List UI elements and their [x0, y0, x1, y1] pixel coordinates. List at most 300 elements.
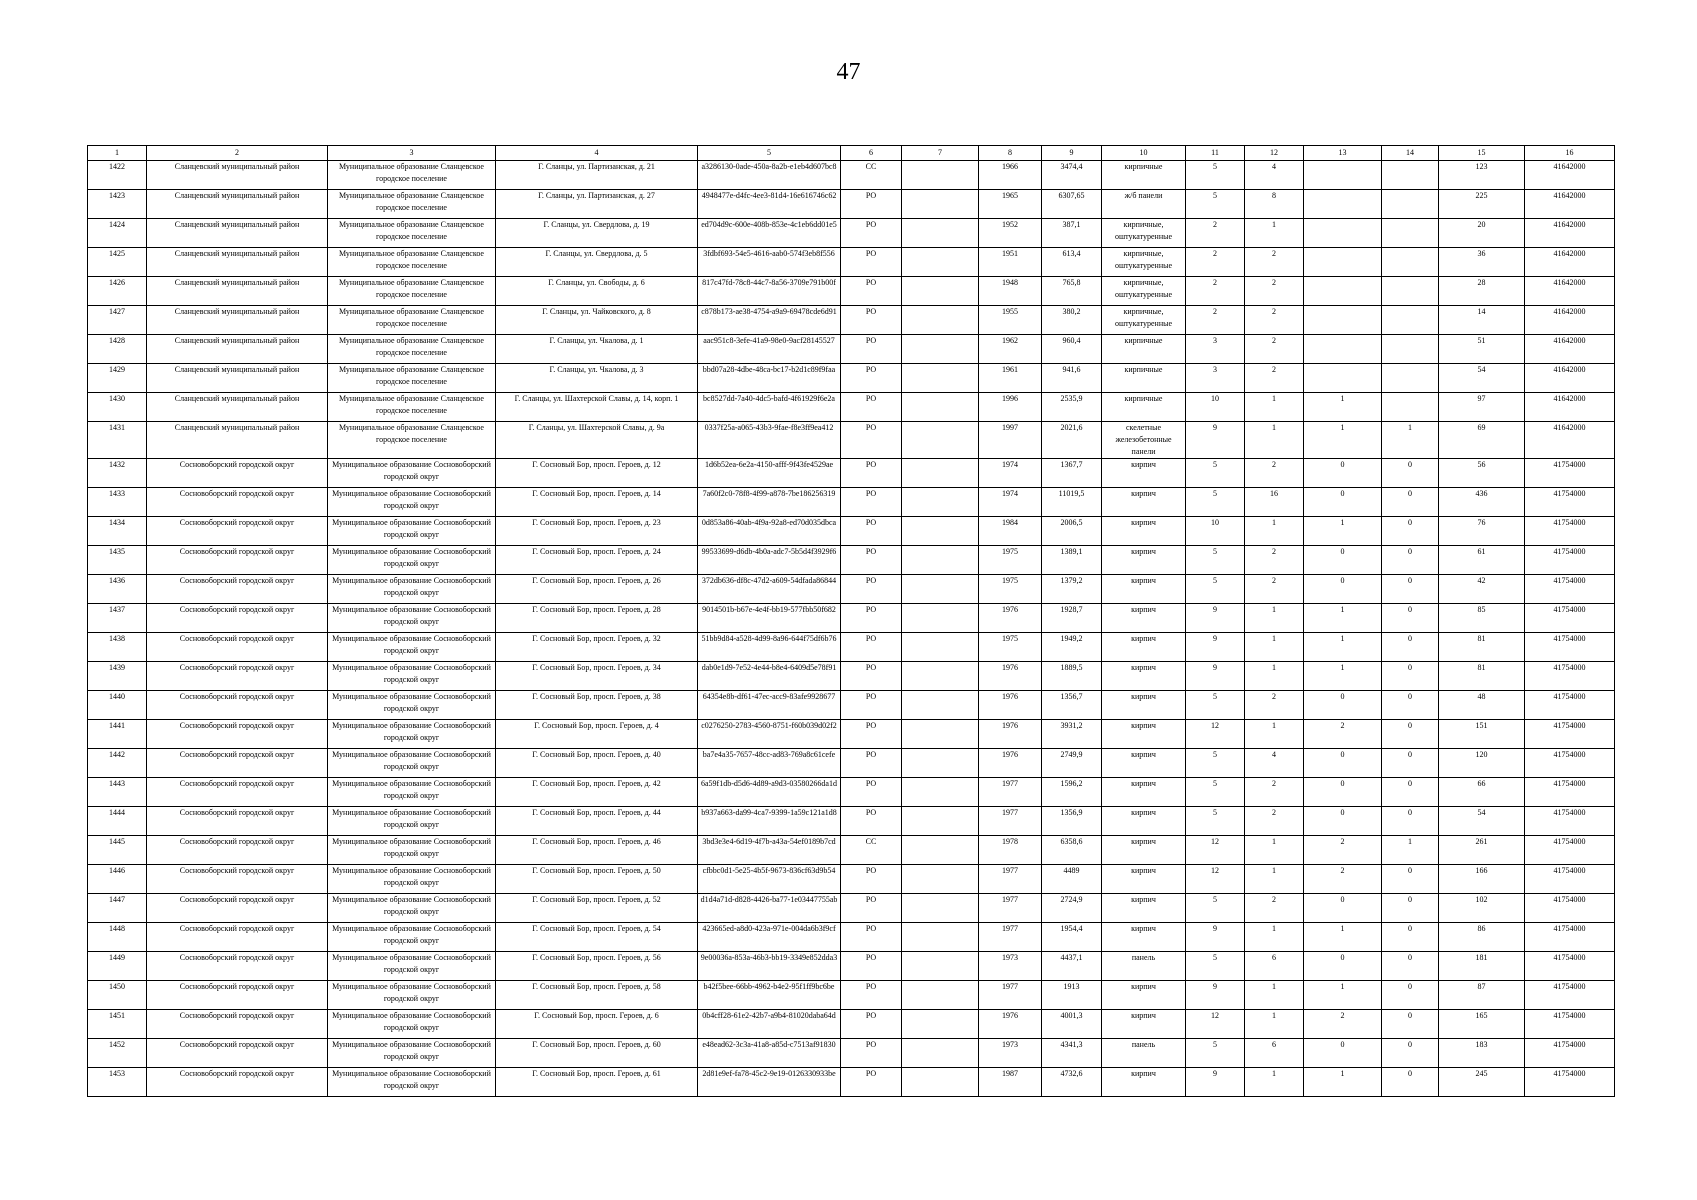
table-cell-col-4: Г. Сосновый Бор, просп. Героев, д. 28 [496, 604, 698, 633]
table-cell-col-7 [902, 633, 979, 662]
table-cell-col-8: 1976 [979, 749, 1042, 778]
table-cell-col-1: 1446 [88, 865, 147, 894]
table-cell-col-8: 1975 [979, 546, 1042, 575]
table-cell-col-15: 85 [1439, 604, 1525, 633]
table-cell-col-2: Сланцевский муниципальный район [147, 248, 328, 277]
table-cell-col-15: 81 [1439, 633, 1525, 662]
table-cell-col-11: 2 [1186, 277, 1245, 306]
table-cell-col-14: 0 [1382, 952, 1439, 981]
table-cell-col-10: кирпич [1102, 633, 1186, 662]
table-cell-col-5: 0d853a86-40ab-4f9a-92a8-ed70d035dbca [698, 517, 841, 546]
table-row [88, 161, 1615, 190]
table-cell-col-8: 1966 [979, 161, 1042, 190]
table-cell-col-2: Сосновоборский городской округ [147, 604, 328, 633]
table-cell-col-15: 76 [1439, 517, 1525, 546]
table-cell-col-15: 36 [1439, 248, 1525, 277]
table-cell-col-16: 41754000 [1525, 546, 1615, 575]
table-cell-col-6: РО [841, 488, 902, 517]
table-cell-col-5: 9014501b-b67e-4e4f-bb19-577fbb50f682 [698, 604, 841, 633]
table-cell-col-3: Муниципальное образование Сланцевское городское поселение [328, 335, 496, 364]
table-cell-col-12: 2 [1245, 778, 1304, 807]
table-cell-col-3: Муниципальное образование Сосновоборский городской округ [328, 1039, 496, 1068]
table-cell-col-10: кирпич [1102, 778, 1186, 807]
table-cell-col-11: 5 [1186, 749, 1245, 778]
column-number-9: 9 [1042, 146, 1102, 161]
table-cell-col-10: кирпич [1102, 720, 1186, 749]
table-cell-col-6: РО [841, 894, 902, 923]
table-cell-col-1: 1425 [88, 248, 147, 277]
table-cell-col-4: Г. Сосновый Бор, просп. Героев, д. 50 [496, 865, 698, 894]
table-cell-col-7 [902, 190, 979, 219]
table-cell-col-5: c0276250-2783-4560-8751-f60b039d02f2 [698, 720, 841, 749]
table-cell-col-11: 3 [1186, 364, 1245, 393]
table-cell-col-3: Муниципальное образование Сосновоборский городской округ [328, 952, 496, 981]
table-cell-col-2: Сосновоборский городской округ [147, 778, 328, 807]
table-cell-col-1: 1445 [88, 836, 147, 865]
table-cell-col-2: Сосновоборский городской округ [147, 662, 328, 691]
table-row [88, 720, 1615, 749]
table-cell-col-6: РО [841, 1068, 902, 1097]
table-cell-col-14: 0 [1382, 1068, 1439, 1097]
table-cell-col-14: 0 [1382, 604, 1439, 633]
table-cell-col-2: Сланцевский муниципальный район [147, 335, 328, 364]
table-cell-col-12: 2 [1245, 894, 1304, 923]
table-cell-col-9: 1928,7 [1042, 604, 1102, 633]
table-cell-col-16: 41754000 [1525, 836, 1615, 865]
table-cell-col-11: 9 [1186, 1068, 1245, 1097]
table-cell-col-12: 1 [1245, 865, 1304, 894]
table-cell-col-3: Муниципальное образование Сосновоборский городской округ [328, 517, 496, 546]
table-row [88, 807, 1615, 836]
table-cell-col-9: 1596,2 [1042, 778, 1102, 807]
table-cell-col-5: ed704d9c-600e-408b-853e-4c1eb6dd01e5 [698, 219, 841, 248]
table-cell-col-16: 41642000 [1525, 190, 1615, 219]
table-cell-col-16: 41642000 [1525, 248, 1615, 277]
table-cell-col-16: 41642000 [1525, 422, 1615, 459]
table-cell-col-11: 12 [1186, 720, 1245, 749]
column-number-12: 12 [1245, 146, 1304, 161]
table-cell-col-8: 1975 [979, 575, 1042, 604]
table-cell-col-2: Сланцевский муниципальный район [147, 364, 328, 393]
table-row [88, 219, 1615, 248]
table-cell-col-5: aac951c8-3efe-41a9-98e0-9acf28145527 [698, 335, 841, 364]
table-cell-col-2: Сосновоборский городской округ [147, 546, 328, 575]
table-cell-col-11: 5 [1186, 807, 1245, 836]
table-cell-col-16: 41754000 [1525, 633, 1615, 662]
table-cell-col-12: 4 [1245, 161, 1304, 190]
table-cell-col-11: 5 [1186, 546, 1245, 575]
table-cell-col-3: Муниципальное образование Сосновоборский городской округ [328, 633, 496, 662]
table-cell-col-11: 5 [1186, 952, 1245, 981]
table-cell-col-11: 5 [1186, 1039, 1245, 1068]
table-cell-col-12: 1 [1245, 1068, 1304, 1097]
table-cell-col-7 [902, 923, 979, 952]
table-cell-col-7 [902, 488, 979, 517]
table-row [88, 1039, 1615, 1068]
table-cell-col-11: 12 [1186, 865, 1245, 894]
table-cell-col-13: 0 [1304, 691, 1382, 720]
table-row [88, 749, 1615, 778]
table-cell-col-15: 66 [1439, 778, 1525, 807]
table-cell-col-13 [1304, 190, 1382, 219]
column-number-7: 7 [902, 146, 979, 161]
table-cell-col-9: 4732,6 [1042, 1068, 1102, 1097]
column-number-14: 14 [1382, 146, 1439, 161]
table-cell-col-1: 1452 [88, 1039, 147, 1068]
table-cell-col-11: 3 [1186, 335, 1245, 364]
table-cell-col-6: РО [841, 575, 902, 604]
table-cell-col-1: 1422 [88, 161, 147, 190]
table-cell-col-1: 1450 [88, 981, 147, 1010]
table-row [88, 952, 1615, 981]
table-cell-col-9: 2724,9 [1042, 894, 1102, 923]
table-cell-col-7 [902, 691, 979, 720]
table-cell-col-15: 225 [1439, 190, 1525, 219]
table-cell-col-10: ж/б панели [1102, 190, 1186, 219]
table-cell-col-5: 0b4cff28-61e2-42b7-a9b4-81020daba64d [698, 1010, 841, 1039]
table-cell-col-7 [902, 807, 979, 836]
table-cell-col-11: 5 [1186, 691, 1245, 720]
table-cell-col-12: 2 [1245, 364, 1304, 393]
table-cell-col-1: 1438 [88, 633, 147, 662]
table-cell-col-1: 1441 [88, 720, 147, 749]
table-cell-col-14: 0 [1382, 1039, 1439, 1068]
table-cell-col-1: 1433 [88, 488, 147, 517]
table-cell-col-12: 1 [1245, 393, 1304, 422]
table-cell-col-12: 1 [1245, 1010, 1304, 1039]
table-cell-col-13: 0 [1304, 488, 1382, 517]
table-cell-col-6: РО [841, 691, 902, 720]
column-number-11: 11 [1186, 146, 1245, 161]
table-cell-col-12: 16 [1245, 488, 1304, 517]
table-cell-col-6: РО [841, 422, 902, 459]
table-row [88, 306, 1615, 335]
table-cell-col-3: Муниципальное образование Сланцевское городское поселение [328, 393, 496, 422]
table-row [88, 488, 1615, 517]
table-cell-col-9: 2006,5 [1042, 517, 1102, 546]
table-cell-col-3: Муниципальное образование Сосновоборский городской округ [328, 981, 496, 1010]
table-cell-col-9: 4437,1 [1042, 952, 1102, 981]
table-row [88, 865, 1615, 894]
table-cell-col-2: Сосновоборский городской округ [147, 488, 328, 517]
table-cell-col-13: 1 [1304, 981, 1382, 1010]
table-row [88, 393, 1615, 422]
table-cell-col-4: Г. Сланцы, ул. Свердлова, д. 19 [496, 219, 698, 248]
table-cell-col-4: Г. Сосновый Бор, просп. Героев, д. 26 [496, 575, 698, 604]
table-cell-col-14 [1382, 393, 1439, 422]
table-cell-col-13: 0 [1304, 546, 1382, 575]
table-cell-col-12: 2 [1245, 248, 1304, 277]
table-cell-col-3: Муниципальное образование Сланцевское городское поселение [328, 161, 496, 190]
table-cell-col-12: 1 [1245, 633, 1304, 662]
table-cell-col-15: 86 [1439, 923, 1525, 952]
table-cell-col-16: 41754000 [1525, 517, 1615, 546]
table-cell-col-15: 81 [1439, 662, 1525, 691]
table-cell-col-1: 1437 [88, 604, 147, 633]
table-cell-col-10: кирпичные [1102, 364, 1186, 393]
table-cell-col-6: РО [841, 981, 902, 1010]
table-cell-col-15: 245 [1439, 1068, 1525, 1097]
table-cell-col-15: 123 [1439, 161, 1525, 190]
table-cell-col-10: кирпичные, оштукатуренные [1102, 248, 1186, 277]
table-cell-col-16: 41642000 [1525, 364, 1615, 393]
table-cell-col-15: 181 [1439, 952, 1525, 981]
table-cell-col-1: 1451 [88, 1010, 147, 1039]
table-cell-col-13: 1 [1304, 633, 1382, 662]
column-number-2: 2 [147, 146, 328, 161]
table-cell-col-2: Сосновоборский городской округ [147, 923, 328, 952]
table-cell-col-16: 41754000 [1525, 923, 1615, 952]
column-number-5: 5 [698, 146, 841, 161]
table-cell-col-14: 0 [1382, 981, 1439, 1010]
table-cell-col-4: Г. Сосновый Бор, просп. Героев, д. 4 [496, 720, 698, 749]
table-row [88, 981, 1615, 1010]
table-cell-col-10: кирпичные [1102, 393, 1186, 422]
table-cell-col-8: 1955 [979, 306, 1042, 335]
table-cell-col-14: 1 [1382, 836, 1439, 865]
table-cell-col-12: 1 [1245, 517, 1304, 546]
table-cell-col-15: 20 [1439, 219, 1525, 248]
table-cell-col-9: 2749,9 [1042, 749, 1102, 778]
table-cell-col-15: 54 [1439, 807, 1525, 836]
table-cell-col-3: Муниципальное образование Сланцевское городское поселение [328, 422, 496, 459]
table-cell-col-16: 41754000 [1525, 720, 1615, 749]
table-cell-col-15: 102 [1439, 894, 1525, 923]
table-cell-col-8: 1977 [979, 807, 1042, 836]
table-cell-col-14: 0 [1382, 894, 1439, 923]
table-cell-col-2: Сланцевский муниципальный район [147, 393, 328, 422]
table-cell-col-12: 4 [1245, 749, 1304, 778]
table-cell-col-10: панель [1102, 1039, 1186, 1068]
table-cell-col-13: 2 [1304, 865, 1382, 894]
table-cell-col-7 [902, 335, 979, 364]
table-cell-col-10: кирпич [1102, 546, 1186, 575]
table-cell-col-12: 1 [1245, 981, 1304, 1010]
column-number-15: 15 [1439, 146, 1525, 161]
table-cell-col-10: кирпич [1102, 749, 1186, 778]
table-cell-col-16: 41642000 [1525, 393, 1615, 422]
table-cell-col-4: Г. Сосновый Бор, просп. Героев, д. 56 [496, 952, 698, 981]
table-cell-col-6: СС [841, 836, 902, 865]
table-cell-col-12: 2 [1245, 575, 1304, 604]
housing-registry-table [87, 145, 1615, 1097]
table-cell-col-13: 0 [1304, 894, 1382, 923]
table-cell-col-12: 2 [1245, 277, 1304, 306]
table-cell-col-3: Муниципальное образование Сосновоборский городской округ [328, 662, 496, 691]
table-cell-col-9: 3931,2 [1042, 720, 1102, 749]
table-cell-col-3: Муниципальное образование Сланцевское городское поселение [328, 306, 496, 335]
table-cell-col-6: РО [841, 1010, 902, 1039]
table-cell-col-13: 0 [1304, 459, 1382, 488]
table-cell-col-4: Г. Сосновый Бор, просп. Героев, д. 52 [496, 894, 698, 923]
table-cell-col-7 [902, 749, 979, 778]
table-cell-col-16: 41754000 [1525, 981, 1615, 1010]
table-cell-col-7 [902, 1039, 979, 1068]
table-cell-col-9: 3474,4 [1042, 161, 1102, 190]
table-cell-col-6: РО [841, 807, 902, 836]
table-cell-col-10: кирпич [1102, 1010, 1186, 1039]
table-cell-col-8: 1974 [979, 488, 1042, 517]
table-cell-col-10: кирпич [1102, 575, 1186, 604]
table-cell-col-5: 4948477e-d4fc-4ee3-81d4-16e616746c62 [698, 190, 841, 219]
table-cell-col-10: кирпич [1102, 807, 1186, 836]
table-cell-col-16: 41642000 [1525, 306, 1615, 335]
table-cell-col-16: 41754000 [1525, 459, 1615, 488]
table-cell-col-16: 41754000 [1525, 604, 1615, 633]
table-cell-col-11: 10 [1186, 393, 1245, 422]
table-cell-col-13 [1304, 277, 1382, 306]
table-cell-col-6: РО [841, 1039, 902, 1068]
column-number-row [88, 146, 1615, 161]
table-cell-col-8: 1978 [979, 836, 1042, 865]
table-cell-col-8: 1976 [979, 720, 1042, 749]
table-cell-col-8: 1973 [979, 952, 1042, 981]
table-cell-col-2: Сосновоборский городской округ [147, 981, 328, 1010]
table-cell-col-3: Муниципальное образование Сосновоборский городской округ [328, 894, 496, 923]
table-cell-col-1: 1427 [88, 306, 147, 335]
table-cell-col-2: Сосновоборский городской округ [147, 1010, 328, 1039]
table-cell-col-11: 9 [1186, 422, 1245, 459]
table-cell-col-1: 1448 [88, 923, 147, 952]
column-number-16: 16 [1525, 146, 1615, 161]
table-cell-col-11: 5 [1186, 459, 1245, 488]
table-cell-col-9: 380,2 [1042, 306, 1102, 335]
table-cell-col-2: Сосновоборский городской округ [147, 836, 328, 865]
table-cell-col-11: 10 [1186, 517, 1245, 546]
table-cell-col-11: 2 [1186, 219, 1245, 248]
table-cell-col-10: кирпич [1102, 836, 1186, 865]
column-number-10: 10 [1102, 146, 1186, 161]
table-cell-col-8: 1977 [979, 923, 1042, 952]
table-cell-col-9: 1379,2 [1042, 575, 1102, 604]
table-cell-col-7 [902, 364, 979, 393]
table-cell-col-16: 41754000 [1525, 488, 1615, 517]
table-cell-col-10: кирпичные, оштукатуренные [1102, 306, 1186, 335]
page-number: 47 [836, 59, 861, 85]
table-cell-col-12: 1 [1245, 923, 1304, 952]
table-cell-col-16: 41754000 [1525, 749, 1615, 778]
table-cell-col-7 [902, 894, 979, 923]
table-cell-col-16: 41754000 [1525, 865, 1615, 894]
table-cell-col-12: 8 [1245, 190, 1304, 219]
table-cell-col-14: 0 [1382, 720, 1439, 749]
table-cell-col-5: ba7e4a35-7657-48cc-ad83-769a8c61cefe [698, 749, 841, 778]
table-cell-col-15: 165 [1439, 1010, 1525, 1039]
table-cell-col-4: Г. Сосновый Бор, просп. Героев, д. 46 [496, 836, 698, 865]
table-cell-col-10: кирпич [1102, 981, 1186, 1010]
table-cell-col-3: Муниципальное образование Сланцевское городское поселение [328, 219, 496, 248]
table-row [88, 422, 1615, 459]
table-row [88, 836, 1615, 865]
table-cell-col-9: 941,6 [1042, 364, 1102, 393]
table-cell-col-9: 6307,65 [1042, 190, 1102, 219]
table-cell-col-6: РО [841, 277, 902, 306]
table-cell-col-10: кирпичные [1102, 335, 1186, 364]
table-cell-col-2: Сланцевский муниципальный район [147, 306, 328, 335]
table-cell-col-10: скелетные железобетонные панели [1102, 422, 1186, 459]
table-cell-col-6: РО [841, 720, 902, 749]
table-cell-col-15: 56 [1439, 459, 1525, 488]
table-cell-col-4: Г. Сланцы, ул. Шахтерской Славы, д. 9а [496, 422, 698, 459]
table-cell-col-8: 1997 [979, 422, 1042, 459]
column-number-3: 3 [328, 146, 496, 161]
table-cell-col-8: 1952 [979, 219, 1042, 248]
column-number-4: 4 [496, 146, 698, 161]
table-cell-col-5: 372db636-df8c-47d2-a609-54dfada86844 [698, 575, 841, 604]
table-cell-col-2: Сосновоборский городской округ [147, 1039, 328, 1068]
table-cell-col-5: bbd07a28-4dbe-48ca-bc17-b2d1c89f9faa [698, 364, 841, 393]
table-cell-col-8: 1948 [979, 277, 1042, 306]
table-cell-col-12: 2 [1245, 335, 1304, 364]
table-cell-col-12: 1 [1245, 604, 1304, 633]
table-cell-col-16: 41754000 [1525, 807, 1615, 836]
table-cell-col-3: Муниципальное образование Сосновоборский городской округ [328, 865, 496, 894]
table-cell-col-12: 1 [1245, 720, 1304, 749]
table-cell-col-4: Г. Сосновый Бор, просп. Героев, д. 24 [496, 546, 698, 575]
column-number-6: 6 [841, 146, 902, 161]
table-cell-col-4: Г. Сланцы, ул. Шахтерской Славы, д. 14, корп. 1 [496, 393, 698, 422]
table-cell-col-6: РО [841, 749, 902, 778]
table-cell-col-14: 0 [1382, 488, 1439, 517]
table-cell-col-14: 0 [1382, 1010, 1439, 1039]
table-cell-col-7 [902, 720, 979, 749]
table-cell-col-8: 1976 [979, 1010, 1042, 1039]
table-cell-col-7 [902, 865, 979, 894]
table-cell-col-1: 1429 [88, 364, 147, 393]
table-cell-col-1: 1424 [88, 219, 147, 248]
table-cell-col-2: Сосновоборский городской округ [147, 575, 328, 604]
table-cell-col-16: 41754000 [1525, 1010, 1615, 1039]
table-cell-col-1: 1444 [88, 807, 147, 836]
table-cell-col-7 [902, 575, 979, 604]
table-cell-col-11: 12 [1186, 1010, 1245, 1039]
table-cell-col-6: РО [841, 190, 902, 219]
table-cell-col-2: Сосновоборский городской округ [147, 1068, 328, 1097]
table-cell-col-10: кирпичные, оштукатуренные [1102, 277, 1186, 306]
table-cell-col-4: Г. Сосновый Бор, просп. Героев, д. 40 [496, 749, 698, 778]
table-cell-col-9: 1356,7 [1042, 691, 1102, 720]
table-cell-col-2: Сосновоборский городской округ [147, 749, 328, 778]
table-cell-col-8: 1987 [979, 1068, 1042, 1097]
table-cell-col-15: 436 [1439, 488, 1525, 517]
table-cell-col-1: 1426 [88, 277, 147, 306]
table-cell-col-4: Г. Сосновый Бор, просп. Героев, д. 54 [496, 923, 698, 952]
table-cell-col-12: 2 [1245, 691, 1304, 720]
table-cell-col-15: 48 [1439, 691, 1525, 720]
table-cell-col-8: 1976 [979, 604, 1042, 633]
table-cell-col-14: 0 [1382, 865, 1439, 894]
table-cell-col-3: Муниципальное образование Сосновоборский городской округ [328, 778, 496, 807]
table-cell-col-5: 6a59f1db-d5d6-4d89-a9d3-03580266da1d [698, 778, 841, 807]
table-cell-col-13 [1304, 364, 1382, 393]
table-cell-col-14: 0 [1382, 459, 1439, 488]
table-cell-col-5: 51bb9d84-a528-4d99-8a96-644f75df6b76 [698, 633, 841, 662]
table-cell-col-15: 28 [1439, 277, 1525, 306]
table-row [88, 662, 1615, 691]
table-cell-col-13 [1304, 219, 1382, 248]
table-cell-col-15: 42 [1439, 575, 1525, 604]
table-cell-col-7 [902, 422, 979, 459]
table-cell-col-8: 1996 [979, 393, 1042, 422]
column-number-1: 1 [88, 146, 147, 161]
table-cell-col-14: 0 [1382, 749, 1439, 778]
table-cell-col-14 [1382, 364, 1439, 393]
table-cell-col-1: 1449 [88, 952, 147, 981]
table-cell-col-5: cfbbc0d1-5e25-4b5f-9673-836cf63d9b54 [698, 865, 841, 894]
table-row [88, 691, 1615, 720]
table-cell-col-4: Г. Сосновый Бор, просп. Героев, д. 60 [496, 1039, 698, 1068]
table-cell-col-1: 1436 [88, 575, 147, 604]
